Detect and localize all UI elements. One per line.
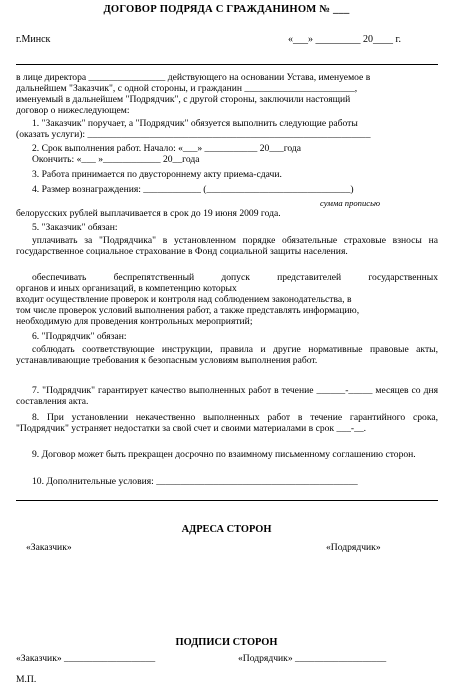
- customer-signature-line: «Заказчик» ___________________: [16, 653, 156, 664]
- clause-5-duty-a: уплачивать за "Подрядчика" в установленном порядке обязательные страховые взносы на государственное социальное страхование в Фонд социальной защиты населения.: [16, 235, 438, 258]
- clause-2-line-1: 2. Срок выполнения работ. Начало: «___» ___________ 20___года: [32, 143, 302, 154]
- clause-10: 10. Дополнительные условия: __________________________________________: [32, 476, 358, 487]
- clause-9: 9. Договор может быть прекращен досрочно по взаимному письменному соглашению сторон.: [32, 449, 416, 460]
- contractor-address-label: «Подрядчик»: [326, 542, 381, 553]
- clause-7: 7. "Подрядчик" гарантирует качество выполненных работ в течение ______-_____ месяцев со дня составления акта.: [16, 385, 438, 408]
- signatures-heading: ПОДПИСИ СТОРОН: [175, 637, 278, 648]
- clause-5-duty-b-line-5: необходимую для проведения контрольных мероприятий;: [16, 316, 253, 327]
- clause-1-line-2: (оказать услуги): ___________________________________________________________: [16, 129, 371, 140]
- contract-date: «___» _________ 20____ г.: [288, 34, 401, 45]
- clause-6-duty-a: соблюдать соответствующие инструкции, правила и другие нормативные правовые акты, устанавливающие требования к безопасным условиям выполнения работ.: [16, 344, 438, 367]
- clause-5-duty-b-line-1: обеспечивать беспрепятственный допуск представителей государственных: [32, 272, 438, 283]
- clause-5-duty-b-line-3: входит осуществление проверок и контроля над соблюдением законодательства, в: [16, 294, 352, 305]
- clause-6-heading: 6. "Подрядчик" обязан:: [32, 331, 127, 342]
- clause-5-duty-b-line-2: органов и иных организаций, в компетенцию которых: [16, 283, 237, 294]
- clause-3: 3. Работа принимается по двустороннему акту приема-сдачи.: [32, 169, 282, 180]
- intro-line-2: дальнейшем "Заказчик", с одной стороны, и гражданин _______________________,: [16, 83, 358, 94]
- contractor-signature-line: «Подрядчик» ___________________: [238, 653, 387, 664]
- clause-8: 8. При установлении некачественно выполненных работ в течение гарантийного срока, "Подрядчик" устраняет недостатки за свой счет и своими материалами в срок ___-__.: [16, 412, 438, 435]
- divider-line: [16, 64, 438, 65]
- clause-10-extra-line: [16, 500, 438, 501]
- clause-5-duty-b-line-4: том числе проверок условий выполнения работ, а также представлять информацию,: [16, 305, 360, 316]
- clause-4: 4. Размер вознаграждения: ____________ (______________________________): [32, 184, 354, 195]
- seal-placeholder: М.П.: [16, 674, 37, 685]
- addresses-heading: АДРЕСА СТОРОН: [181, 524, 272, 535]
- customer-address-label: «Заказчик»: [26, 542, 72, 553]
- document-title: ДОГОВОР ПОДРЯДА С ГРАЖДАНИНОМ № ___: [103, 4, 350, 15]
- city: г.Минск: [16, 34, 51, 45]
- intro-line-1: в лице директора ________________ действующего на основании Устава, именуемое в: [16, 72, 371, 83]
- clause-4-caption: сумма прописью: [320, 198, 381, 208]
- clause-2-line-2: Окончить: «___ »____________ 20__года: [32, 154, 200, 165]
- clause-4-tail: белорусских рублей выплачивается в срок до 19 июня 2009 года.: [16, 208, 281, 219]
- clause-5-heading: 5. "Заказчик" обязан:: [32, 222, 118, 233]
- intro-line-3: именуемый в дальнейшем "Подрядчик", с другой стороны, заключили настоящий: [16, 94, 351, 105]
- clause-1-line-1: 1. "Заказчик" поручает, а "Подрядчик" обязуется выполнить следующие работы: [32, 118, 358, 129]
- intro-line-4: договор о нижеследующем:: [16, 105, 130, 116]
